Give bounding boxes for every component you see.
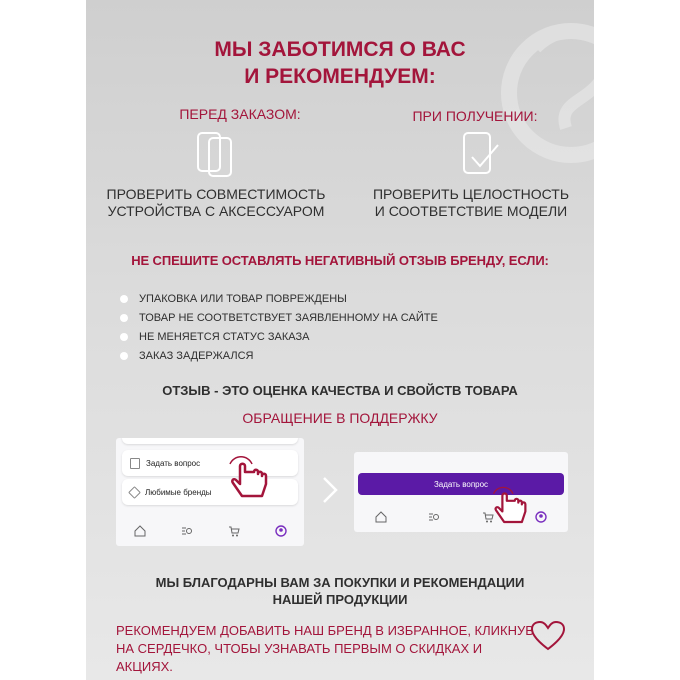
title-line-1: МЫ ЗАБОТИМСЯ О ВАС xyxy=(214,38,466,61)
page-title xyxy=(86,36,594,90)
on-receipt-text xyxy=(351,186,591,220)
before-order-text xyxy=(96,186,336,220)
catalog-search-icon[interactable] xyxy=(428,511,440,523)
document-icon xyxy=(130,458,140,469)
thanks-line-2: НАШЕЙ ПРОДУКЦИИ xyxy=(272,592,408,607)
thanks-text xyxy=(86,574,594,608)
recommend-text xyxy=(116,622,536,676)
bullet-dot-icon xyxy=(120,295,128,303)
bullet-dot-icon xyxy=(120,314,128,322)
cart-icon[interactable] xyxy=(228,525,240,537)
bullet-text: УПАКОВКА ИЛИ ТОВАР ПОВРЕЖДЕНЫ xyxy=(139,292,347,305)
bullet-list xyxy=(120,289,438,365)
list-item xyxy=(120,289,438,308)
menu-item-partial xyxy=(122,438,298,444)
bullet-text: ТОВАР НЕ СООТВЕТСТВУЕТ ЗАЯВЛЕННОМУ НА САЙТЕ xyxy=(139,311,438,324)
thanks-line-1: МЫ БЛАГОДАРНЫ ВАМ ЗА ПОКУПКИ И РЕКОМЕНДАЦИИ xyxy=(155,575,525,590)
recommend-line-1: РЕКОМЕНДУЕМ ДОБАВИТЬ НАШ БРЕНД В ИЗБРАННОЕ, КЛИКНУВ xyxy=(116,623,534,638)
before-order-line-2: УСТРОЙСТВА С АКСЕССУАРОМ xyxy=(107,203,325,219)
list-item xyxy=(120,308,438,327)
list-item xyxy=(120,346,438,365)
menu-item-label: Задать вопрос xyxy=(146,458,201,468)
infographic-page xyxy=(86,0,594,680)
catalog-search-icon[interactable] xyxy=(181,525,193,537)
menu-item-label: Любимые бренды xyxy=(145,487,212,497)
title-line-2: И РЕКОМЕНДУЕМ: xyxy=(244,65,436,88)
recommend-line-2: НА СЕРДЕЧКО, ЧТОБЫ УЗНАВАТЬ ПЕРВЫМ О СКИДКАХ И АКЦИЯХ. xyxy=(116,641,483,674)
home-icon[interactable] xyxy=(375,511,387,523)
warning-heading: НЕ СПЕШИТЕ ОСТАВЛЯТЬ НЕГАТИВНЫЙ ОТЗЫВ БРЕНДУ, ЕСЛИ: xyxy=(131,253,549,268)
bullet-text: ЗАКАЗ ЗАДЕРЖАЛСЯ xyxy=(139,349,254,362)
ask-question-button[interactable]: Задать вопрос xyxy=(358,473,564,495)
profile-icon[interactable] xyxy=(535,511,547,523)
bullet-dot-icon xyxy=(120,352,128,360)
on-receipt-line-1: ПРОВЕРИТЬ ЦЕЛОСТНОСТЬ xyxy=(372,186,570,202)
tap-hand-icon xyxy=(490,486,536,528)
profile-icon[interactable] xyxy=(275,525,287,537)
before-order-line-1: ПРОВЕРИТЬ СОВМЕСТИМОСТЬ xyxy=(106,186,326,202)
before-order-label: ПЕРЕД ЗАКАЗОМ: xyxy=(179,106,301,122)
heart-icon xyxy=(530,620,566,652)
home-icon[interactable] xyxy=(134,525,146,537)
phone-check-icon xyxy=(460,131,500,179)
tap-hand-icon xyxy=(226,456,278,502)
phones-icon xyxy=(196,131,236,179)
tag-icon xyxy=(128,486,141,499)
bullet-text: НЕ МЕНЯЕТСЯ СТАТУС ЗАКАЗА xyxy=(139,330,310,343)
list-item xyxy=(120,327,438,346)
on-receipt-line-2: И СООТВЕТСТВИЕ МОДЕЛИ xyxy=(374,203,568,219)
bullet-dot-icon xyxy=(120,333,128,341)
on-receipt-label: ПРИ ПОЛУЧЕНИИ: xyxy=(412,108,538,124)
review-note: ОТЗЫВ - ЭТО ОЦЕНКА КАЧЕСТВА И СВОЙСТВ ТОВАРА xyxy=(162,383,518,398)
chevron-right-icon xyxy=(322,476,338,504)
tab-bar xyxy=(116,516,304,546)
support-label: ОБРАЩЕНИЕ В ПОДДЕРЖКУ xyxy=(242,410,438,426)
